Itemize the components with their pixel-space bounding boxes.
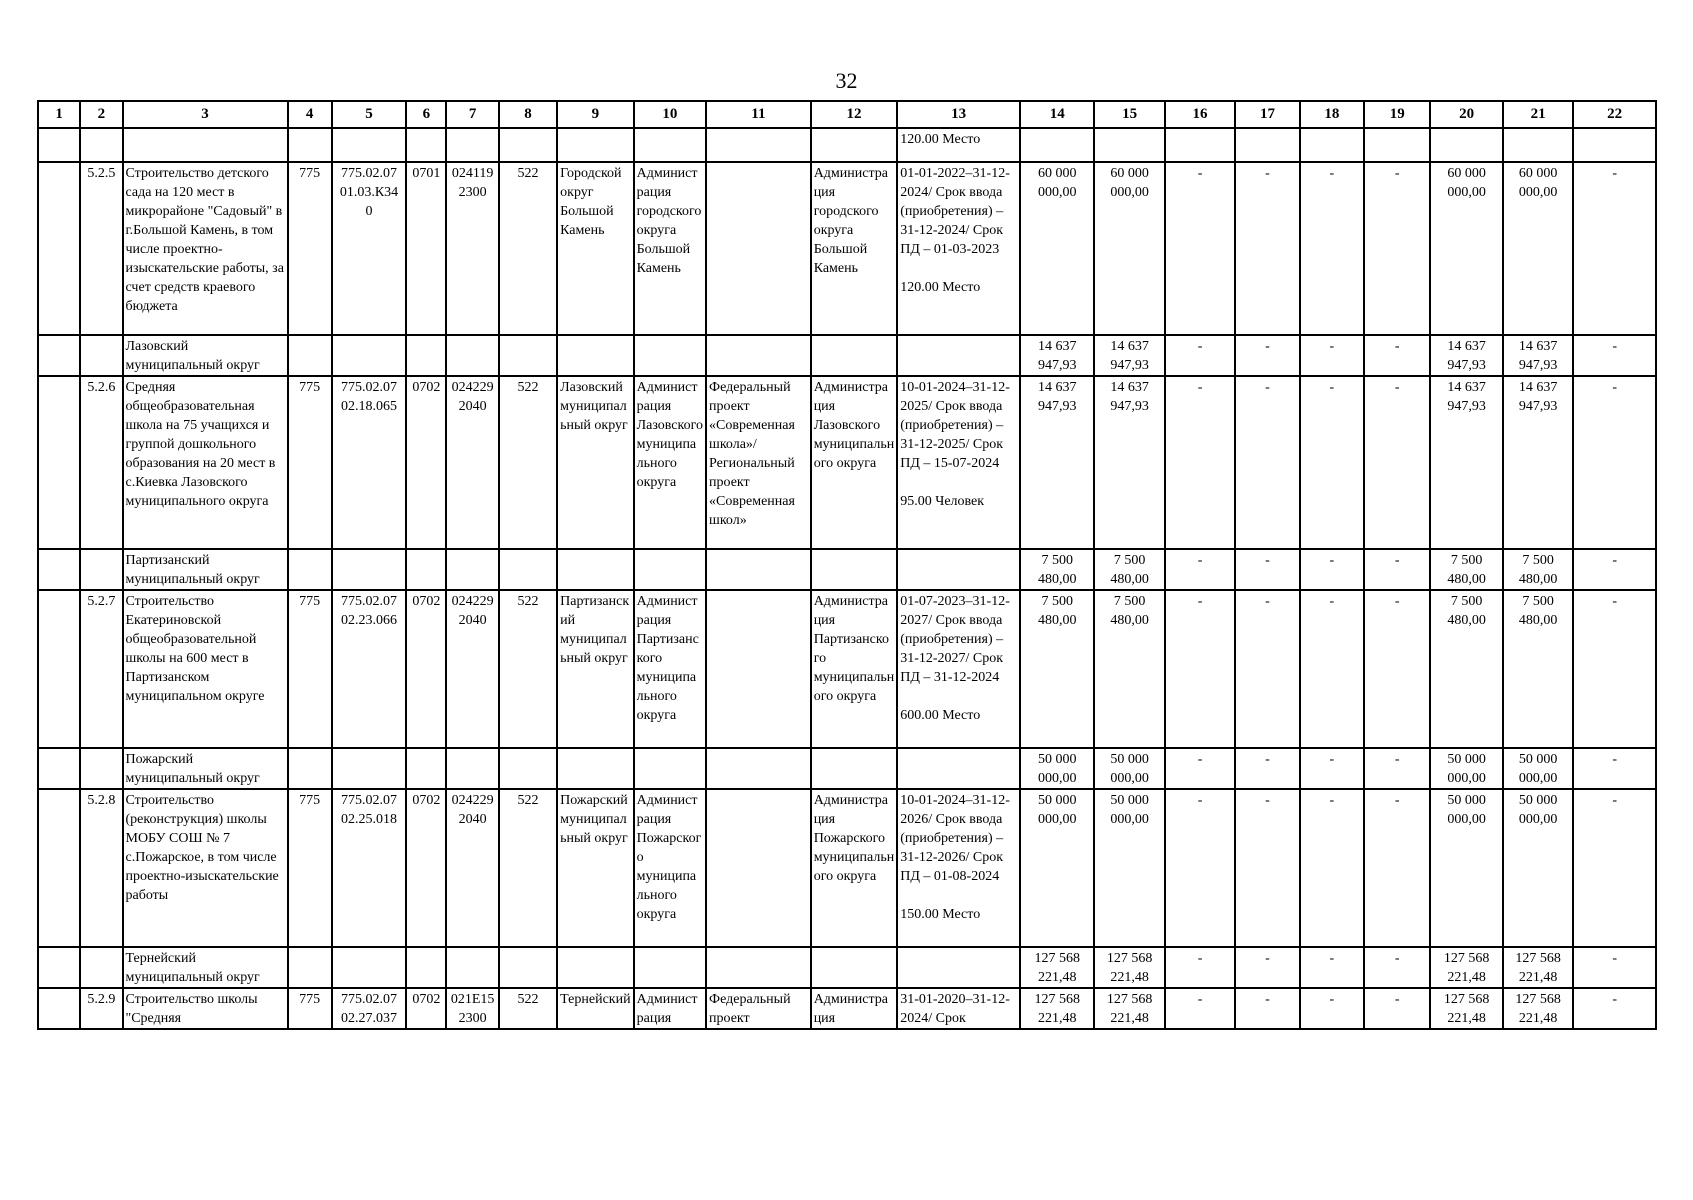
table-cell: [557, 549, 633, 590]
table-cell: 127 568 221,48: [1503, 988, 1573, 1029]
header-cell: 14: [1020, 101, 1094, 128]
table-cell: -: [1165, 590, 1235, 748]
table-cell: -: [1165, 376, 1235, 549]
table-cell: [1300, 128, 1364, 162]
table-cell: 14 637 947,93: [1503, 335, 1573, 376]
table-cell: [38, 789, 80, 947]
table-cell: -: [1300, 988, 1364, 1029]
table-cell: [332, 748, 406, 789]
table-cell: [332, 947, 406, 988]
table-cell: [80, 549, 122, 590]
table-cell: -: [1573, 988, 1656, 1029]
table-cell: -: [1364, 988, 1430, 1029]
table-cell: 775: [288, 988, 332, 1029]
table-cell: 024119 2300: [446, 162, 498, 335]
table-cell: [1235, 128, 1299, 162]
table-cell: 5.2.6: [80, 376, 122, 549]
table-cell: 7 500 480,00: [1430, 590, 1502, 748]
header-cell: 19: [1364, 101, 1430, 128]
table-cell: 522: [499, 590, 557, 748]
table-cell: -: [1165, 947, 1235, 988]
table-cell: 024229 2040: [446, 376, 498, 549]
table-cell: Партизанский муниципальный округ: [557, 590, 633, 748]
table-cell: 522: [499, 162, 557, 335]
table-cell: Федеральный проект: [706, 988, 811, 1029]
table-cell: Федеральный проект «Современная школа»/Региональный проект «Современная школ»: [706, 376, 811, 549]
table-cell: -: [1300, 376, 1364, 549]
table-cell: [406, 128, 446, 162]
table-row: [38, 549, 1656, 590]
table-cell: -: [1235, 549, 1299, 590]
table-cell: 50 000 000,00: [1503, 789, 1573, 947]
table-row: [38, 947, 1656, 988]
table-cell: -: [1573, 947, 1656, 988]
table-cell: 7 500 480,00: [1020, 549, 1094, 590]
table-row: [38, 590, 1656, 748]
table-cell: 775: [288, 162, 332, 335]
table-cell: -: [1235, 376, 1299, 549]
header-cell: 13: [897, 101, 1020, 128]
table-cell: 14 637 947,93: [1094, 335, 1164, 376]
table-cell: -: [1364, 376, 1430, 549]
table-cell: -: [1300, 748, 1364, 789]
table-cell: 127 568 221,48: [1094, 947, 1164, 988]
table-cell: [38, 988, 80, 1029]
table-cell: 775.02.07 01.03.К34 0: [332, 162, 406, 335]
table-cell: [406, 549, 446, 590]
table-cell: 31-01-2020–31-12-2024/ Срок: [897, 988, 1020, 1029]
table-cell: 10-01-2024–31-12-2025/ Срок ввода (приобретения) – 31-12-2025/ Срок ПД – 15-07-2024 95.00 Человек: [897, 376, 1020, 549]
table-cell: [634, 748, 706, 789]
data-table: [37, 100, 1657, 1030]
table-cell: -: [1573, 789, 1656, 947]
table-cell: [1364, 128, 1430, 162]
table-cell: 7 500 480,00: [1020, 590, 1094, 748]
table-cell: [38, 162, 80, 335]
table-cell: [634, 947, 706, 988]
table-cell: -: [1235, 789, 1299, 947]
table-row: [38, 128, 1656, 162]
table-cell: 127 568 221,48: [1020, 947, 1094, 988]
table-cell: -: [1300, 549, 1364, 590]
table-cell: [557, 947, 633, 988]
table-cell: [406, 947, 446, 988]
table-cell: -: [1364, 748, 1430, 789]
table-cell: [80, 128, 122, 162]
table-cell: -: [1364, 335, 1430, 376]
table-cell: [634, 549, 706, 590]
header-cell: 20: [1430, 101, 1502, 128]
table-cell: 10-01-2024–31-12-2026/ Срок ввода (приобретения) – 31-12-2026/ Срок ПД – 01-08-2024 150.00 Место: [897, 789, 1020, 947]
table-cell: 775: [288, 376, 332, 549]
table-cell: [499, 947, 557, 988]
table-cell: -: [1165, 748, 1235, 789]
table-cell: [706, 789, 811, 947]
table-row: [38, 748, 1656, 789]
table-cell: Строительство (реконструкция) школы МОБУ СОШ № 7 с.Пожарское, в том числе проектно-изыскательские работы: [123, 789, 288, 947]
header-cell: 7: [446, 101, 498, 128]
table-cell: 024229 2040: [446, 590, 498, 748]
table-cell: 0702: [406, 376, 446, 549]
table-cell: 127 568 221,48: [1020, 988, 1094, 1029]
table-cell: [557, 128, 633, 162]
header-cell: 3: [123, 101, 288, 128]
table-cell: -: [1235, 947, 1299, 988]
table-cell: -: [1165, 988, 1235, 1029]
table-cell: Администрация: [634, 988, 706, 1029]
table-cell: 14 637 947,93: [1094, 376, 1164, 549]
table-cell: Администрация Пожарского муниципального округа: [634, 789, 706, 947]
header-cell: 4: [288, 101, 332, 128]
table-cell: 5.2.8: [80, 789, 122, 947]
table-cell: -: [1165, 789, 1235, 947]
table-cell: [811, 748, 898, 789]
table-cell: Городской округ Большой Камень: [557, 162, 633, 335]
table-cell: Строительство Екатериновской общеобразовательной школы на 600 мест в Партизанском муниципальном округе: [123, 590, 288, 748]
table-cell: 01-01-2022–31-12-2024/ Срок ввода (приобретения) – 31-12-2024/ Срок ПД – 01-03-2023 120.00 Место: [897, 162, 1020, 335]
table-cell: 775.02.07 02.27.037: [332, 988, 406, 1029]
table-cell: [706, 590, 811, 748]
table-cell: 5.2.7: [80, 590, 122, 748]
table-cell: 127 568 221,48: [1430, 947, 1502, 988]
table-cell: 14 637 947,93: [1430, 335, 1502, 376]
table-cell: -: [1235, 988, 1299, 1029]
table-cell: [706, 947, 811, 988]
header-cell: 1: [38, 101, 80, 128]
table-cell: [634, 335, 706, 376]
header-cell: 17: [1235, 101, 1299, 128]
header-cell: 15: [1094, 101, 1164, 128]
table-cell: 14 637 947,93: [1020, 376, 1094, 549]
header-cell: 11: [706, 101, 811, 128]
table-cell: [38, 748, 80, 789]
table-cell: 0701: [406, 162, 446, 335]
header-row: [38, 101, 1656, 128]
table-cell: Партизанский муниципальный округ: [123, 549, 288, 590]
table-cell: 775: [288, 590, 332, 748]
table-cell: [499, 748, 557, 789]
table-cell: [557, 748, 633, 789]
table-cell: [446, 335, 498, 376]
table-cell: [288, 748, 332, 789]
table-cell: 7 500 480,00: [1503, 549, 1573, 590]
table-cell: [897, 947, 1020, 988]
table-cell: -: [1165, 162, 1235, 335]
table-cell: [406, 335, 446, 376]
table-cell: 7 500 480,00: [1503, 590, 1573, 748]
table-cell: [557, 335, 633, 376]
table-cell: [38, 590, 80, 748]
table-cell: [706, 128, 811, 162]
table-cell: -: [1364, 590, 1430, 748]
table-row: [38, 335, 1656, 376]
table-cell: 60 000 000,00: [1430, 162, 1502, 335]
table-cell: [332, 128, 406, 162]
table-cell: -: [1300, 789, 1364, 947]
table-cell: [706, 748, 811, 789]
table-cell: 127 568 221,48: [1430, 988, 1502, 1029]
table-cell: Администрация Пожарского муниципального округа: [811, 789, 898, 947]
table-cell: Администрация Лазовского муниципального округа: [634, 376, 706, 549]
table-cell: -: [1235, 748, 1299, 789]
table-cell: [446, 549, 498, 590]
table-cell: 50 000 000,00: [1430, 748, 1502, 789]
table-cell: 60 000 000,00: [1094, 162, 1164, 335]
table-cell: [446, 128, 498, 162]
table-cell: [1020, 128, 1094, 162]
table-cell: [288, 947, 332, 988]
table-cell: [1094, 128, 1164, 162]
header-cell: 5: [332, 101, 406, 128]
table-cell: 127 568 221,48: [1094, 988, 1164, 1029]
table-cell: [1503, 128, 1573, 162]
table-cell: Тернейский: [557, 988, 633, 1029]
table-cell: [706, 549, 811, 590]
table-cell: -: [1573, 335, 1656, 376]
table-cell: 7 500 480,00: [1430, 549, 1502, 590]
header-cell: 6: [406, 101, 446, 128]
table-cell: 60 000 000,00: [1503, 162, 1573, 335]
table-cell: 0702: [406, 988, 446, 1029]
header-cell: 2: [80, 101, 122, 128]
table-row: [38, 162, 1656, 335]
table-cell: -: [1364, 162, 1430, 335]
table-cell: [1573, 128, 1656, 162]
table-cell: 024229 2040: [446, 789, 498, 947]
table-cell: 0702: [406, 789, 446, 947]
table-cell: -: [1300, 590, 1364, 748]
table-cell: 60 000 000,00: [1020, 162, 1094, 335]
table-cell: [499, 549, 557, 590]
table-row: [38, 988, 1656, 1029]
table-cell: [332, 549, 406, 590]
table-cell: [446, 947, 498, 988]
table-cell: 14 637 947,93: [1430, 376, 1502, 549]
table-cell: [706, 162, 811, 335]
table-cell: 522: [499, 988, 557, 1029]
table-cell: 50 000 000,00: [1094, 748, 1164, 789]
table-row: [38, 789, 1656, 947]
table-cell: [38, 947, 80, 988]
table-cell: [1165, 128, 1235, 162]
table-cell: -: [1300, 335, 1364, 376]
table-cell: 50 000 000,00: [1020, 789, 1094, 947]
table-cell: Средняя общеобразовательная школа на 75 учащихся и группой дошкольного образования на 20 мест в с.Киевка Лазовского муниципального округа: [123, 376, 288, 549]
table-cell: 522: [499, 789, 557, 947]
table-cell: 50 000 000,00: [1430, 789, 1502, 947]
table-cell: Строительство школы "Средняя: [123, 988, 288, 1029]
table-cell: Тернейский муниципальный округ: [123, 947, 288, 988]
table-cell: -: [1364, 549, 1430, 590]
table-cell: [811, 549, 898, 590]
table-cell: 120.00 Место: [897, 128, 1020, 162]
header-cell: 10: [634, 101, 706, 128]
table-cell: [123, 128, 288, 162]
table-cell: 5.2.5: [80, 162, 122, 335]
table-cell: Администрация Лазовского муниципального округа: [811, 376, 898, 549]
table-cell: 775.02.07 02.23.066: [332, 590, 406, 748]
table-cell: 775: [288, 789, 332, 947]
table-cell: -: [1573, 590, 1656, 748]
table-cell: 01-07-2023–31-12-2027/ Срок ввода (приобретения) – 31-12-2027/ Срок ПД – 31-12-2024 600.00 Место: [897, 590, 1020, 748]
table-row: [38, 376, 1656, 549]
table-cell: Администрация городского округа Большой Камень: [811, 162, 898, 335]
header-cell: 12: [811, 101, 898, 128]
table-cell: [80, 748, 122, 789]
table-cell: [80, 335, 122, 376]
table-cell: [332, 335, 406, 376]
table-cell: [38, 335, 80, 376]
table-cell: [38, 376, 80, 549]
table-cell: [499, 335, 557, 376]
table-cell: -: [1573, 549, 1656, 590]
table-cell: [811, 128, 898, 162]
table-cell: 14 637 947,93: [1503, 376, 1573, 549]
table-cell: Администрация Партизанского муниципального округа: [634, 590, 706, 748]
table-cell: [811, 947, 898, 988]
table-cell: 775.02.07 02.18.065: [332, 376, 406, 549]
table-cell: [446, 748, 498, 789]
header-cell: 21: [1503, 101, 1573, 128]
table-cell: [288, 549, 332, 590]
table-cell: [288, 335, 332, 376]
table-cell: 50 000 000,00: [1503, 748, 1573, 789]
table-cell: 50 000 000,00: [1020, 748, 1094, 789]
table-cell: -: [1165, 549, 1235, 590]
table-cell: -: [1364, 789, 1430, 947]
table-cell: 0702: [406, 590, 446, 748]
table-cell: 7 500 480,00: [1094, 549, 1164, 590]
table-cell: -: [1300, 162, 1364, 335]
table-cell: [897, 549, 1020, 590]
header-cell: 16: [1165, 101, 1235, 128]
table-cell: [1430, 128, 1502, 162]
table-cell: Пожарский муниципальный округ: [557, 789, 633, 947]
header-cell: 22: [1573, 101, 1656, 128]
table-cell: [897, 748, 1020, 789]
table-cell: 127 568 221,48: [1503, 947, 1573, 988]
table-cell: -: [1235, 335, 1299, 376]
header-cell: 8: [499, 101, 557, 128]
table-cell: Строительство детского сада на 120 мест в микрорайоне "Садовый" в г.Большой Камень, в том числе проектно-изыскательские работы, за счет средств краевого бюджета: [123, 162, 288, 335]
table-cell: -: [1300, 947, 1364, 988]
table-cell: [706, 335, 811, 376]
table-cell: [406, 748, 446, 789]
table-cell: [80, 947, 122, 988]
table-cell: -: [1573, 162, 1656, 335]
table-cell: Администрация: [811, 988, 898, 1029]
table-cell: -: [1165, 335, 1235, 376]
table-cell: 5.2.9: [80, 988, 122, 1029]
table-cell: [897, 335, 1020, 376]
table-cell: [499, 128, 557, 162]
table-cell: Администрация городского округа Большой Камень: [634, 162, 706, 335]
table-cell: 7 500 480,00: [1094, 590, 1164, 748]
table-cell: 14 637 947,93: [1020, 335, 1094, 376]
table-cell: 522: [499, 376, 557, 549]
header-cell: 9: [557, 101, 633, 128]
table-cell: 021Е15 2300: [446, 988, 498, 1029]
table-cell: Лазовский муниципальный округ: [123, 335, 288, 376]
table-cell: -: [1573, 748, 1656, 789]
header-cell: 18: [1300, 101, 1364, 128]
table-cell: Пожарский муниципальный округ: [123, 748, 288, 789]
table-cell: 775.02.07 02.25.018: [332, 789, 406, 947]
table-cell: -: [1364, 947, 1430, 988]
table-cell: [811, 335, 898, 376]
table-cell: -: [1235, 162, 1299, 335]
table-cell: Лазовский муниципальный округ: [557, 376, 633, 549]
table-cell: [38, 549, 80, 590]
table-cell: [634, 128, 706, 162]
table-cell: Администрация Партизанского муниципального округа: [811, 590, 898, 748]
table-cell: [288, 128, 332, 162]
table-cell: -: [1573, 376, 1656, 549]
page-number: 32: [835, 68, 858, 93]
table-cell: 50 000 000,00: [1094, 789, 1164, 947]
table-cell: -: [1235, 590, 1299, 748]
table-cell: [38, 128, 80, 162]
